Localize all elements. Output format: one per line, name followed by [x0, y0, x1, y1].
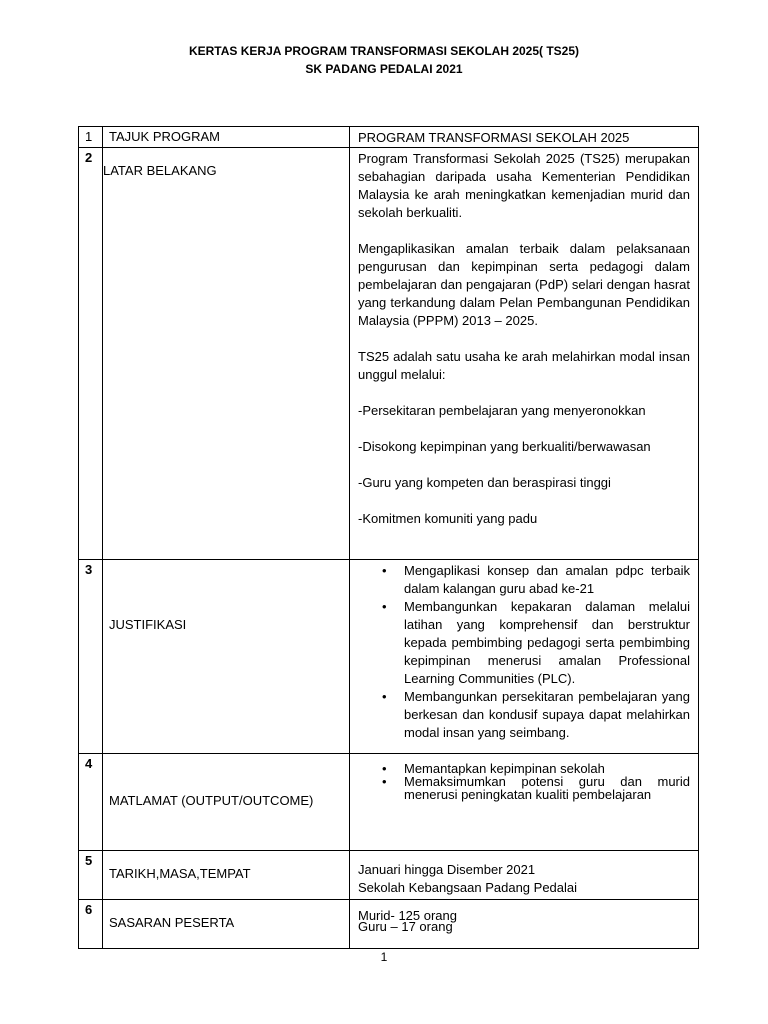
- row-number: 1: [79, 127, 103, 148]
- row-number: 4: [79, 754, 103, 851]
- paragraph: -Disokong kepimpinan yang berkualiti/berwawasan: [358, 439, 651, 454]
- value-line: Januari hingga Disember 2021: [358, 862, 536, 877]
- row-value: [350, 900, 699, 949]
- bullet-list: [358, 762, 690, 801]
- row-number: 5: [79, 851, 103, 900]
- row-value: [350, 851, 699, 900]
- school-name: SK PADANG PEDALAI 2021: [305, 62, 463, 76]
- row-label: LATAR BELAKANG: [103, 148, 350, 560]
- paragraph: -Guru yang kompeten dan beraspirasi tinggi: [358, 475, 611, 490]
- proposal-table: [78, 126, 699, 949]
- paragraph: Program Transformasi Sekolah 2025 (TS25) merupakan sebahagian daripada usaha Kementerian Pendidikan Malaysia ke arah meningkatkan kemenjadian murid dan sekolah berkualiti.: [358, 151, 690, 220]
- value-line: Murid- 125 orang: [358, 908, 457, 923]
- table-row: [79, 148, 699, 560]
- list-item: • Memantapkan kepimpinan sekolah: [404, 762, 690, 775]
- row-value: [350, 560, 699, 754]
- row-number: 6: [79, 900, 103, 949]
- row-label: SASARAN PESERTA: [103, 900, 350, 949]
- table-row: [79, 127, 699, 148]
- value-line: Guru – 17 orang: [358, 919, 453, 934]
- row-value: [350, 754, 699, 851]
- list-item: • Membangunkan kepakaran dalaman melalui latihan yang komprehensif dan berstruktur kepada pembimbing pedagogi serta pembimbing kepimpinan menerusi amalan Professional Learning Communities (PLC).: [404, 598, 690, 688]
- row-value: [350, 148, 699, 560]
- paragraph: TS25 adalah satu usaha ke arah melahirkan modal insan unggul melalui:: [358, 349, 690, 382]
- value-line: Sekolah Kebangsaan Padang Pedalai: [358, 880, 578, 895]
- row-label: MATLAMAT (OUTPUT/OUTCOME): [103, 754, 350, 851]
- page-number: 1: [380, 950, 388, 964]
- document-header: [0, 42, 768, 78]
- table-row: [79, 900, 699, 949]
- list-item: • Membangunkan persekitaran pembelajaran yang berkesan dan kondusif supaya dapat melahirkan modal insan yang seimbang.: [404, 688, 690, 742]
- row-number: 2: [79, 148, 103, 560]
- table-row: [79, 754, 699, 851]
- row-label: TARIKH,MASA,TEMPAT: [103, 851, 350, 900]
- table-row: [79, 560, 699, 754]
- list-item: • Mengaplikasi konsep dan amalan pdpc terbaik dalam kalangan guru abad ke-21: [404, 562, 690, 598]
- row-label: TAJUK PROGRAM: [103, 127, 350, 148]
- row-number: 3: [79, 560, 103, 754]
- paragraph: -Persekitaran pembelajaran yang menyeronokkan: [358, 403, 646, 418]
- bullet-list: [358, 562, 690, 742]
- paragraph: -Komitmen komuniti yang padu: [358, 511, 538, 526]
- row-value: PROGRAM TRANSFORMASI SEKOLAH 2025: [350, 127, 699, 148]
- paragraph: Mengaplikasikan amalan terbaik dalam pelaksanaan pengurusan dan kepimpinan serta pedagogi dalam pembelajaran dan pengajaran (PdP) selari dengan hasrat yang terkandung dalam Pelan Pembangunan Pendidikan Malaysia (PPPM) 2013 – 2025.: [358, 241, 690, 328]
- row-label: JUSTIFIKASI: [103, 560, 350, 754]
- document-title: KERTAS KERJA PROGRAM TRANSFORMASI SEKOLAH 2025( TS25): [188, 44, 580, 58]
- table-row: [79, 851, 699, 900]
- list-item: • Memaksimumkan potensi guru dan murid menerusi peningkatan kualiti pembelajaran: [404, 775, 690, 801]
